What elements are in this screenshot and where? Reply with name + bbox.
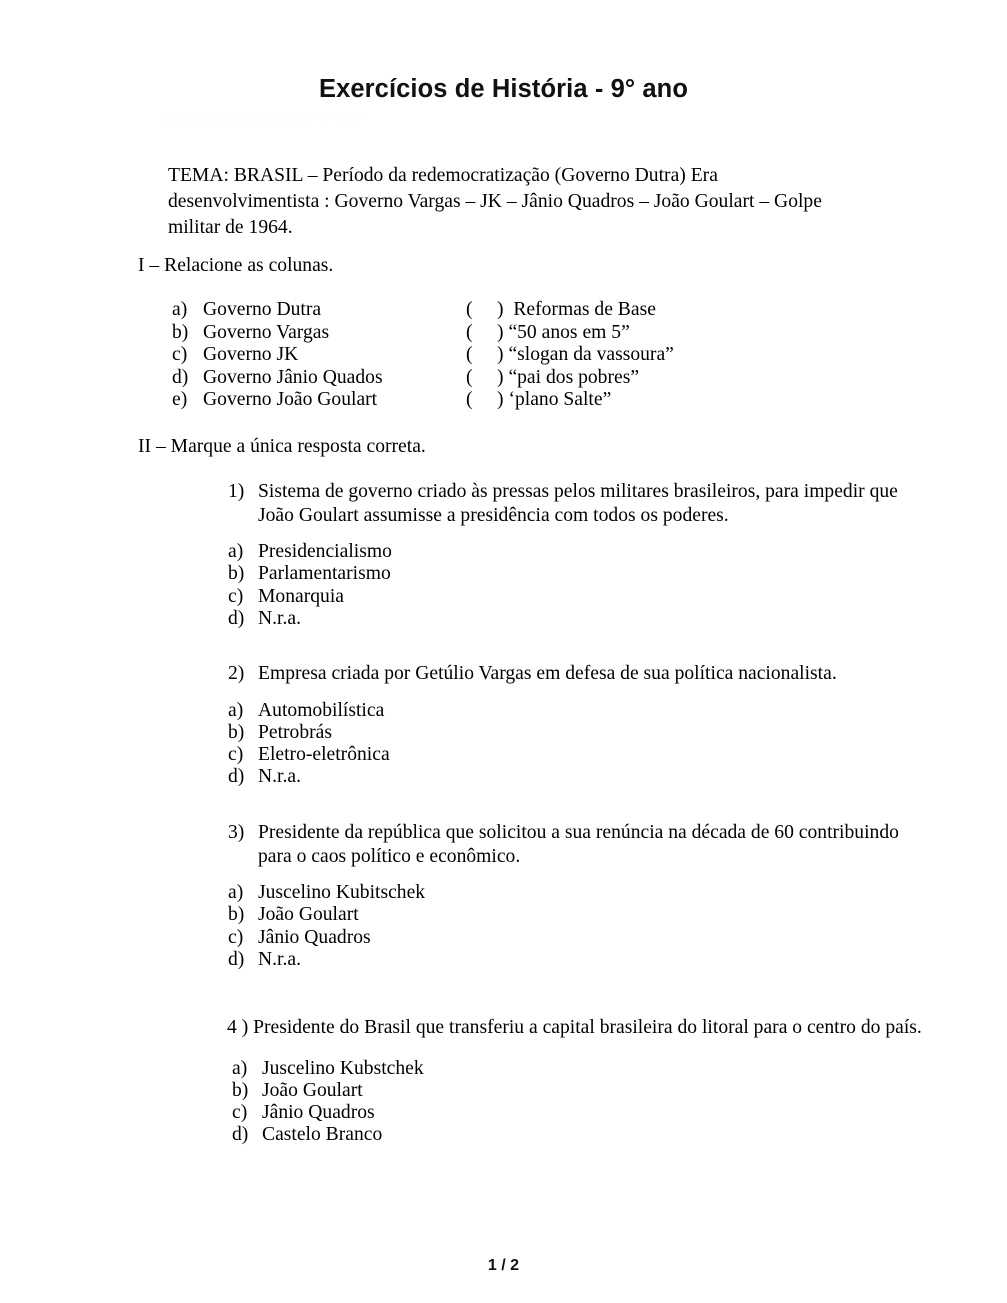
question-text: Presidente da república que solicitou a sua renúncia na década de 60 contribuindo para o caos político e econômico.	[258, 822, 899, 867]
match-marker: c)	[172, 344, 188, 366]
option-marker: a)	[228, 541, 244, 562]
option-item[interactable]	[228, 586, 928, 608]
question-block	[227, 1016, 949, 1147]
match-left-item: Governo Dutra	[203, 299, 322, 320]
option-marker: a)	[228, 699, 244, 721]
option-text: N.r.a.	[258, 948, 301, 970]
question-text: Empresa criada por Getúlio Vargas em defesa de sua política nacionalista.	[258, 663, 837, 684]
match-left-item: Governo João Goulart	[203, 389, 378, 411]
option-text: Juscelino Kubstchek	[262, 1057, 424, 1079]
option-item[interactable]	[228, 563, 928, 585]
option-item[interactable]	[228, 766, 928, 788]
option-marker: a)	[228, 882, 244, 903]
option-text: Automobilística	[258, 699, 385, 721]
option-text: Juscelino Kubitschek	[258, 882, 426, 903]
option-text: N.r.a.	[258, 607, 301, 629]
match-row	[172, 344, 872, 367]
page-number-footer: 1 / 2	[487, 1257, 520, 1274]
question-stem	[228, 662, 928, 686]
option-item[interactable]	[228, 700, 928, 722]
option-item[interactable]	[232, 1102, 949, 1124]
match-row	[172, 322, 872, 345]
option-text: Jânio Quadros	[258, 926, 371, 948]
match-marker: e)	[172, 389, 188, 411]
question-stem	[228, 821, 928, 868]
scan-ghost-artifact: Exercícios de História - 9° ano	[166, 113, 362, 127]
option-item[interactable]	[228, 882, 928, 904]
match-right-item[interactable]: ( ) ‘plano Salte”	[466, 389, 612, 411]
option-item[interactable]	[228, 722, 928, 744]
option-list	[228, 882, 928, 971]
option-marker: b)	[228, 904, 245, 926]
section-two-heading: II – Marque a única resposta correta.	[138, 436, 426, 457]
option-marker: b)	[232, 1079, 249, 1101]
question-stem: 4 ) Presidente do Brasil que transferiu a capital brasileira do litoral para o centro do país.	[227, 1017, 922, 1038]
match-left-item: Governo Jânio Quados	[203, 366, 383, 388]
match-left-item: Governo Vargas	[203, 321, 330, 343]
option-text: João Goulart	[258, 904, 359, 926]
match-columns-list	[172, 299, 872, 412]
option-item[interactable]	[228, 904, 928, 926]
option-text: Presidencialismo	[258, 541, 392, 562]
question-stem	[228, 480, 928, 527]
option-marker: d)	[228, 948, 245, 970]
option-item[interactable]	[232, 1080, 949, 1102]
match-marker: d)	[172, 366, 189, 388]
option-list	[228, 700, 928, 789]
page-title: Exercícios de História - 9° ano	[318, 75, 688, 104]
option-text: João Goulart	[262, 1079, 363, 1101]
match-right-item[interactable]: ( ) “pai dos pobres”	[466, 366, 640, 388]
match-right-item[interactable]: ( ) “50 anos em 5”	[466, 321, 630, 343]
question-number: 3)	[228, 822, 245, 843]
question-block	[228, 480, 928, 630]
option-marker: b)	[228, 563, 245, 585]
option-item[interactable]	[232, 1124, 949, 1146]
option-item[interactable]	[232, 1058, 949, 1080]
option-marker: b)	[228, 721, 245, 743]
question-number: 1)	[228, 481, 245, 502]
option-item[interactable]	[228, 541, 928, 563]
option-marker: c)	[228, 585, 244, 607]
option-text: Jânio Quadros	[262, 1102, 375, 1124]
option-text: Petrobrás	[258, 721, 333, 743]
option-item[interactable]	[228, 608, 928, 630]
option-text: Castelo Branco	[262, 1124, 383, 1146]
option-list	[232, 1058, 949, 1147]
option-list	[228, 541, 928, 630]
option-item[interactable]	[228, 927, 928, 949]
question-block	[228, 662, 928, 789]
option-text: Parlamentarismo	[258, 563, 391, 585]
question-block	[228, 821, 928, 971]
option-marker: c)	[232, 1102, 248, 1124]
option-marker: d)	[228, 607, 245, 629]
option-marker: a)	[232, 1057, 248, 1079]
match-marker: b)	[172, 321, 189, 343]
option-item[interactable]	[228, 744, 928, 766]
option-text: N.r.a.	[258, 766, 301, 788]
match-marker: a)	[172, 299, 188, 320]
match-right-item[interactable]: ( ) Reformas de Base	[466, 299, 656, 320]
theme-paragraph: TEMA: BRASIL – Período da redemocratização (Governo Dutra) Era desenvolvimentista : Governo Vargas – JK – Jânio Quadros – João Goulart – Golpe militar de 1964.	[168, 165, 822, 238]
option-item[interactable]	[228, 949, 928, 971]
option-text: Eletro-eletrônica	[258, 744, 390, 766]
option-marker: d)	[228, 766, 245, 788]
match-row	[172, 367, 872, 390]
match-left-item: Governo JK	[203, 344, 299, 366]
option-marker: c)	[228, 744, 244, 766]
match-row	[172, 389, 872, 412]
question-number: 2)	[228, 663, 245, 684]
section-one-heading: I – Relacione as colunas.	[138, 255, 334, 276]
match-row	[172, 299, 872, 322]
option-marker: d)	[232, 1124, 249, 1146]
question-text: Sistema de governo criado às pressas pelos militares brasileiros, para impedir que João Goulart assumisse a presidência com todos os poderes.	[258, 481, 898, 526]
match-right-item[interactable]: ( ) “slogan da vassoura”	[466, 344, 674, 366]
option-text: Monarquia	[258, 585, 344, 607]
option-marker: c)	[228, 926, 244, 948]
